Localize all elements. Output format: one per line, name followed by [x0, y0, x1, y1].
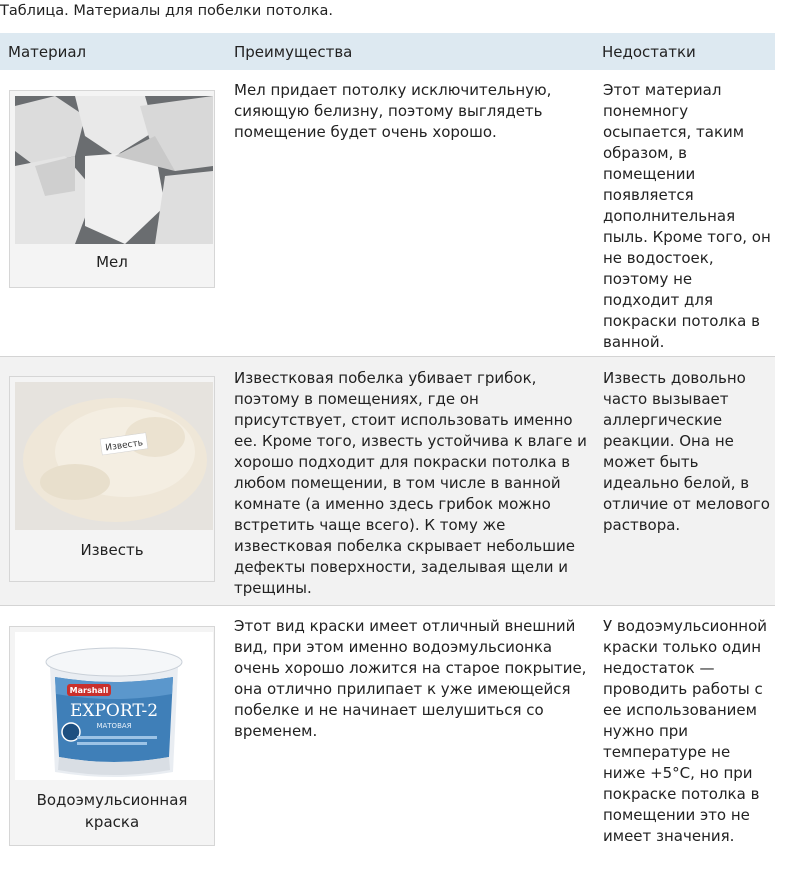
disadvantages-text: У водоэмульсионной краски только один недостаток — проводить работы с ее использованием нужно при температуре не ниже +5°С, но при покраске потолка в помещении это не имеет значения. [603, 617, 768, 845]
material-image-box [9, 376, 215, 582]
advantages-text: Этот вид краски имеет отличный внешний вид, при этом именно водоэмульсионка очень хорошо ложится на старое покрытие, она отлично прилипает к уже имеющейся побелке и не начинает шелушиться со временем. [234, 617, 587, 740]
advantages-text: Мел придает потолку исключительную, сияющую белизну, поэтому выглядеть помещение будет очень хорошо. [234, 81, 552, 141]
bucket-product: EXPORT-2 [69, 701, 159, 721]
header-disadvantages: Недостатки [602, 42, 696, 61]
material-label: Водоэмульсионная краска [36, 791, 188, 831]
table-row [0, 70, 775, 357]
bucket-subtitle: МАТОВАЯ [96, 722, 132, 730]
disadvantages-text: Этот материал понемногу осыпается, таким образом, в помещении появляется дополнительная пыль. Кроме того, он не водостоек, поэтому не подходит для покраски потолка в ванной. [603, 81, 771, 351]
material-label: Мел [96, 253, 128, 271]
material-image-box [9, 626, 215, 846]
disadvantages-text: Известь довольно часто вызывает аллергические реакции. Она не может быть идеально белой, в отличие от мелового раствора. [603, 369, 770, 534]
header-material: Материал [8, 42, 87, 61]
lime-image [15, 382, 213, 530]
material-label: Известь [80, 541, 144, 559]
lime-image-label: Известь [104, 438, 144, 454]
chalk-image [15, 96, 213, 244]
table-caption: Таблица. Материалы для побелки потолка. [0, 3, 334, 19]
bucket-brand: Marshall [69, 686, 109, 695]
material-image-box [9, 90, 215, 288]
header-advantages: Преимущества [234, 42, 353, 61]
paint-bucket-image [15, 632, 213, 780]
table-row [0, 606, 775, 882]
table-header [0, 33, 775, 70]
table-row [0, 357, 775, 606]
materials-table [0, 33, 775, 882]
advantages-text: Известковая побелка убивает грибок, поэтому в помещениях, где он присутствует, стоит использовать именно ее. Кроме того, известь устойчива к влаге и хорошо подходит для покраски потолка в любом помещении, в том числе в ванной комнате (а именно здесь грибок можно встретить чаще всего). К тому же известковая побелка скрывает небольшие дефекты поверхности, заделывая щели и трещины. [234, 369, 587, 597]
